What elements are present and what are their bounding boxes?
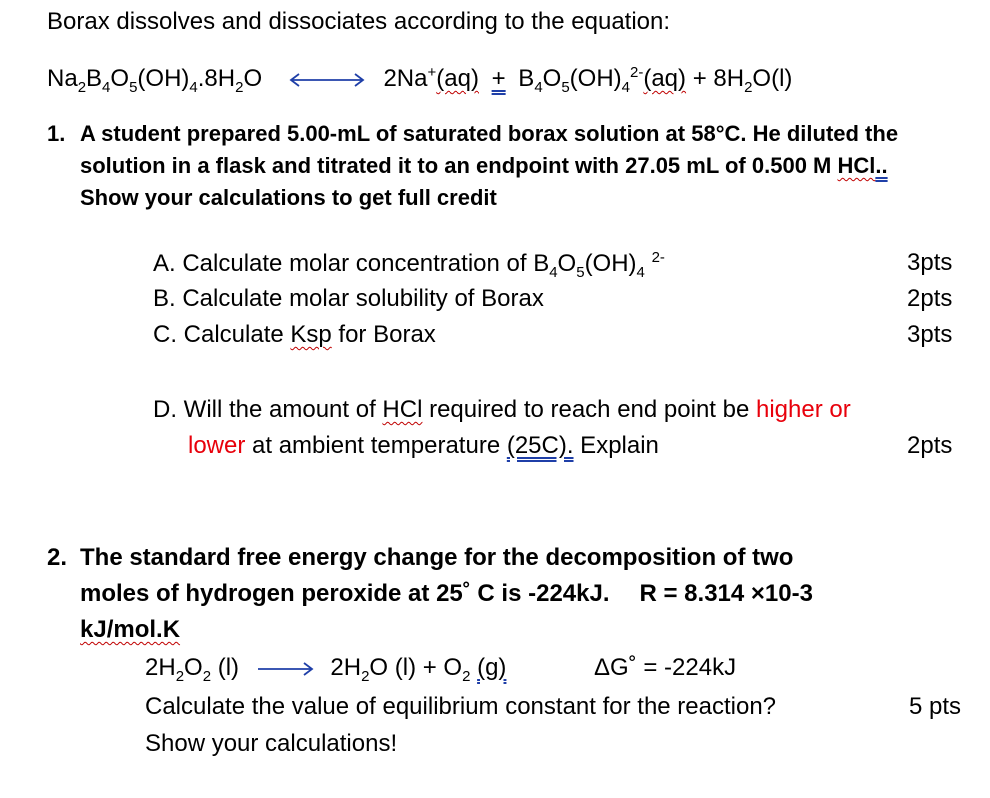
part-b-points: 2pts [907, 285, 953, 312]
product-borate: $B_4O_5(OH)_4^{2-}(aq)$ [518, 64, 687, 96]
part-a-points: 3pts [907, 249, 953, 276]
q1-hcl: HCl [837, 153, 876, 178]
q2-points: 5 pts [909, 693, 962, 720]
q2-ask: Calculate the value of equilibrium constant for the reaction? [145, 693, 777, 720]
part-c-points: 3pts [907, 321, 953, 348]
reactant: $Na_2B_4O_5(OH)_4.8H_2O$ [47, 65, 263, 96]
intro-text: Borax dissolves and dissociates according to the equation: [47, 8, 671, 35]
q1-line2: solution in a flask and titrated it to an endpoint with 27.05 mL of 0.500 M HCl.. [80, 153, 888, 178]
equilibrium-arrow-icon [287, 71, 367, 89]
borax-equation [47, 64, 792, 96]
plus-sign: + [491, 65, 506, 92]
reaction-arrow-icon [256, 660, 316, 678]
q1-number: 1. [47, 121, 66, 146]
part-b: B. Calculate molar solubility of Borax [153, 285, 544, 312]
part-c: C. Calculate Ksp for Borax [153, 321, 436, 348]
delta-g: ΔG˚ = -224kJ [594, 654, 737, 681]
q2-line1: The standard free energy change for the decomposition of two [80, 544, 794, 571]
q2-line2: moles of hydrogen peroxide at 25˚ C is -224kJ. R = 8.314 ×10-3 [80, 580, 813, 607]
q2-number: 2. [47, 544, 68, 571]
q1-line1: A student prepared 5.00-mL of saturated borax solution at 58°C. He diluted the [80, 121, 899, 146]
part-a: A. Calculate molar concentration of $B_4O_5(OH)_4$ $^{2-}$ [153, 249, 665, 281]
q2-line3: kJ/mol.K [80, 616, 181, 643]
product-sodium: 2Na+(aq) [383, 64, 479, 92]
part-d-points: 2pts [907, 432, 953, 459]
part-d-line2: lower at ambient temperature (25C). Explain [188, 432, 659, 459]
peroxide-equation: $2H_2O_2$ (l) $2H_2O$ $(l) + O_2$ (g) [145, 654, 507, 685]
product-water: + $8H_2O(l)$ [692, 65, 793, 96]
q1-line3: Show your calculations to get full credit [80, 185, 497, 210]
q2-show: Show your calculations! [145, 730, 398, 757]
part-d-line1: D. Will the amount of HCl required to reach end point be higher or [153, 396, 851, 423]
